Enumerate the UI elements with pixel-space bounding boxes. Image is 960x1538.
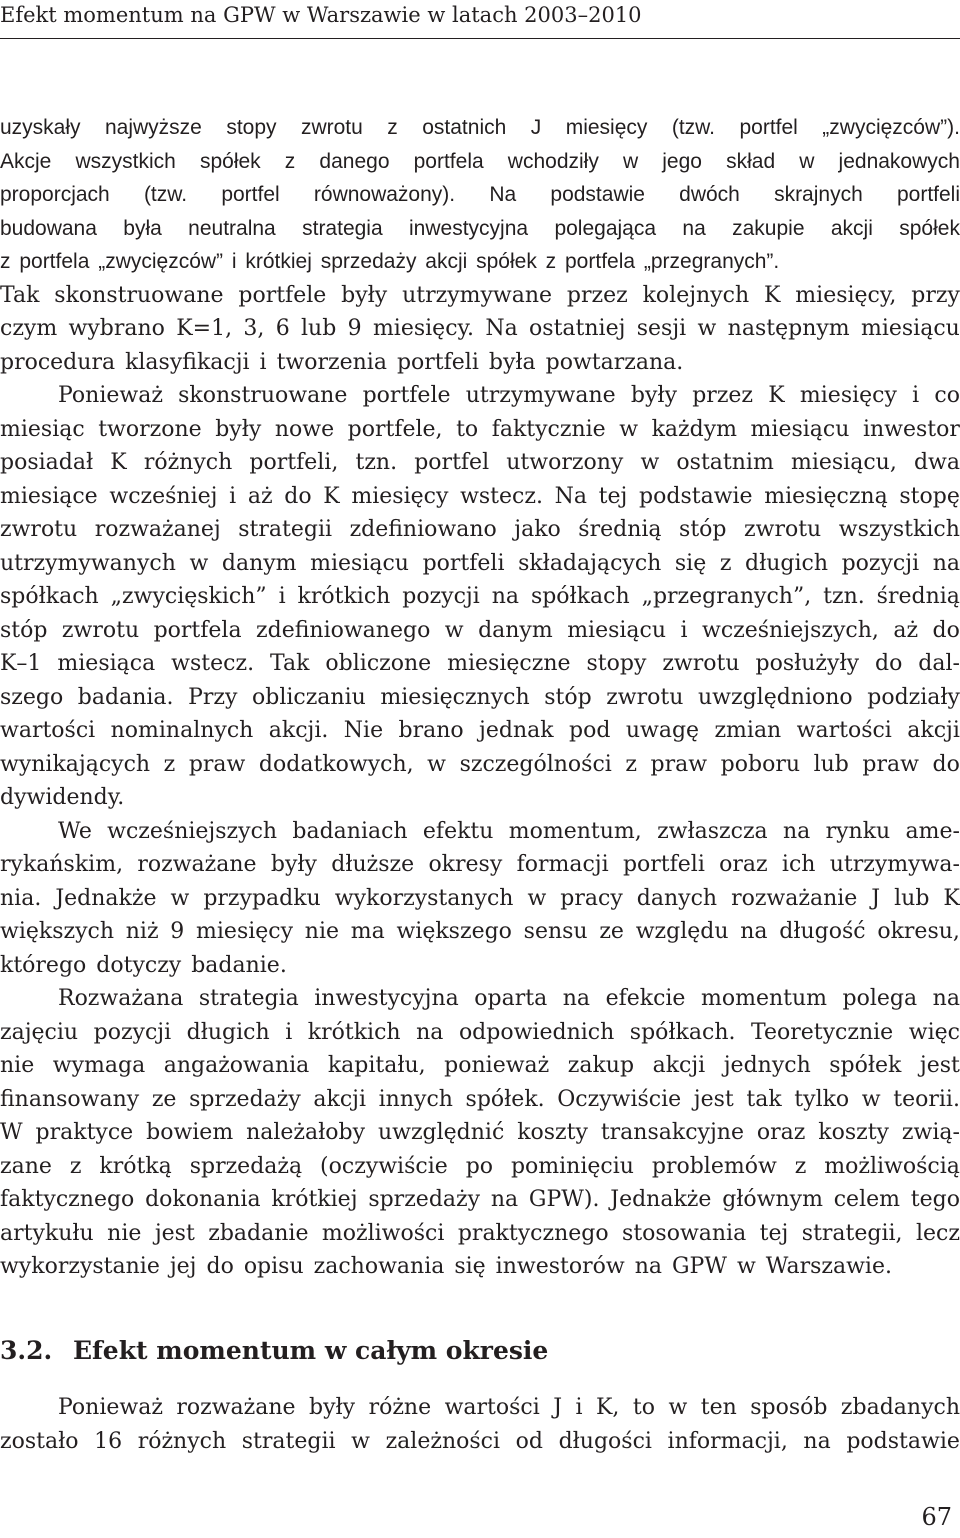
body-text-bottom: [0, 1391, 960, 1458]
text-line: Rozważana strategia inwestycyjna oparta na efekcie momentum polega na: [58, 986, 960, 1011]
text-line: zajęciu pozycji długich i krótkich na odpowiednich spółkach. Teoretycznie więc: [0, 1019, 960, 1045]
text-line: zostało 16 różnych strategii w zależności od długości informacji, na podstawie: [0, 1428, 960, 1454]
text-line: wykorzystanie jej do opisu zachowania się inwestorów na GPW w Warszawie.: [0, 1254, 892, 1279]
text-line: budowana była neutralna strategia inwestycyjna polegająca na zakupie akcji spółek: [0, 216, 960, 240]
text-line: którego dotyczy badanie.: [0, 952, 287, 978]
section-number: 3.2.: [0, 1336, 53, 1365]
running-header: Efekt momentum na GPW w Warszawie w latach 2003–2010: [0, 0, 960, 39]
text-line: czym wybrano K=1, 3, 6 lub 9 miesięcy. Na ostatniej sesji w następnym miesiącu: [0, 316, 960, 341]
text-line: faktycznego dokonania krótkiej sprzedaży na GPW). Jednakże głównym celem tego: [0, 1187, 960, 1212]
text-line: uzyskały najwyższe stopy zwrotu z ostatnich J miesięcy (tzw. portfel „zwycięzców”).: [0, 116, 960, 139]
text-line: W praktyce bowiem należałoby uwzględnić koszty transakcyjne oraz koszty zwią-: [0, 1120, 960, 1145]
text-line: Akcje wszystkich spółek z danego portfela wchodziły w jego skład w jednakowych: [0, 149, 960, 173]
text-line: proporcjach (tzw. portfel równoważony). Na podstawie dwóch skrajnych portfeli: [0, 183, 960, 206]
text-line: finansowany ze sprzedaży akcji innych spółek. Oczywiście jest tak tylko w teorii.: [0, 1086, 960, 1112]
text-line: miesiąc tworzone były nowe portfele, to faktycznie w każdym miesiącu inwestor: [0, 416, 960, 442]
text-line: posiadał K różnych portfeli, tzn. portfel utworzony w ostatnim miesiącu, dwa: [0, 450, 960, 475]
section-heading: [0, 1331, 548, 1371]
text-line: większych niż 9 miesięcy nie ma większego sensu ze względu na długość okresu,: [0, 919, 960, 944]
text-line: Tak skonstruowane portfele były utrzymywane przez kolejnych K miesięcy, przy: [0, 282, 960, 308]
text-line: dywidendy.: [0, 785, 125, 810]
text-line: nia. Jednakże w przypadku wykorzystanych w pracy danych rozważanie J lub K: [0, 885, 960, 911]
text-line: procedura klasyfikacji i tworzenia portfeli była powtarzana.: [0, 349, 684, 375]
text-line: nie wymaga angażowania kapitału, ponieważ zakup akcji jednych spółek jest: [0, 1053, 960, 1078]
text-line: zane z krótką sprzedażą (oczywiście po pominięciu problemów z możliwością: [0, 1153, 960, 1179]
text-line: rykańskim, rozważane były dłuższe okresy formacji portfeli oraz ich utrzymywa-: [0, 852, 960, 877]
text-line: spółkach „zwycięskich” i krótkich pozycji na spółkach „przegranych”, tzn. średnią: [0, 584, 960, 609]
page-number: 67: [921, 1503, 952, 1531]
text-line: utrzymywanych w danym miesiącu portfeli składających się z długich pozycji na: [0, 550, 960, 576]
text-line: z portfela „zwycięzców” i krótkiej sprzedaży akcji spółek z portfela „przegranych”.: [0, 250, 780, 273]
text-line: wynikających z praw dodatkowych, w szczególności z praw poboru lub praw do: [0, 751, 960, 777]
text-line: Ponieważ rozważane były różne wartości J i K, to w ten sposób zbadanych: [58, 1395, 960, 1420]
body-text-top: [0, 111, 960, 1284]
text-line: K–1 miesiąca wstecz. Tak obliczone miesięczne stopy zwrotu posłużyły do dal-: [0, 651, 960, 676]
text-line: We wcześniejszych badaniach efektu momentum, zwłaszcza na rynku ame-: [58, 818, 960, 844]
text-line: artykułu nie jest zbadanie możliwości praktycznego stosowania tej strategii, lecz: [0, 1220, 960, 1246]
text-line: szego badania. Przy obliczaniu miesięcznych stóp zwrotu uwzględniono podziały: [0, 684, 960, 710]
text-line: Ponieważ skonstruowane portfele utrzymywane były przez K miesięcy i co: [58, 383, 960, 408]
text-line: wartości nominalnych akcji. Nie brano jednak pod uwagę zmian wartości akcji: [0, 718, 960, 743]
text-line: stóp zwrotu portfela zdefiniowanego w danym miesiącu i wcześniejszych, aż do: [0, 617, 960, 643]
text-line: miesiące wcześniej i aż do K miesięcy wstecz. Na tej podstawie miesięczną stopę: [0, 483, 960, 509]
text-line: zwrotu rozważanej strategii zdefiniowano jako średnią stóp zwrotu wszystkich: [0, 517, 960, 542]
section-title: Efekt momentum w całym okresie: [73, 1336, 549, 1365]
